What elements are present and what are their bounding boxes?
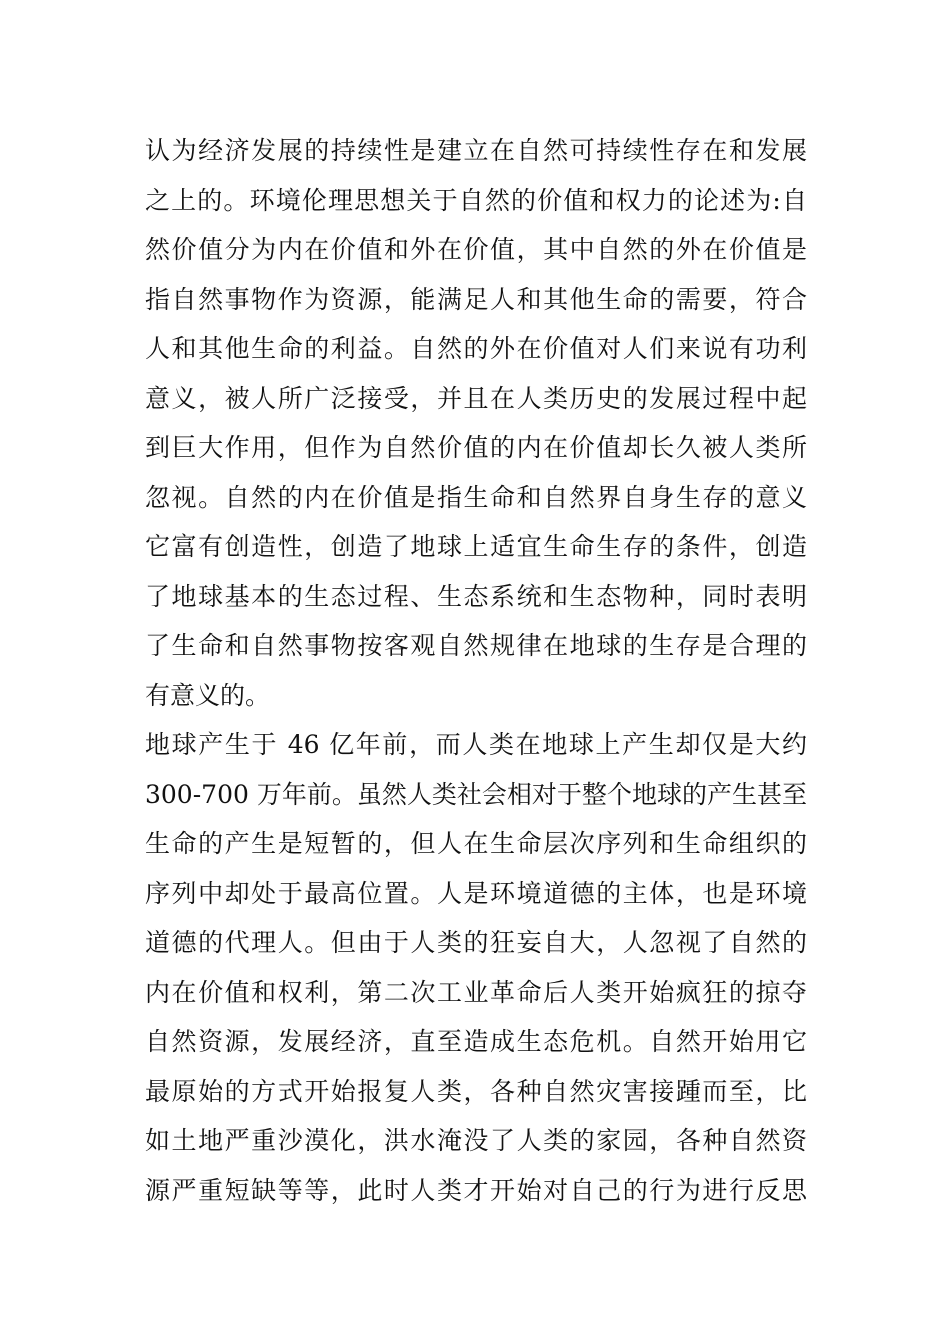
- paragraph-1-line-9: 它富有创造性，创造了地球上适宜生命生存的条件，创造: [145, 532, 807, 561]
- paragraph-2-line-9: 如土地严重沙漠化，洪水淹没了人类的家园，各种自然资: [145, 1126, 807, 1155]
- paragraph-2-line-7: 自然资源，发展经济，直至造成生态危机。自然开始用它: [145, 1027, 807, 1056]
- paragraph-2-line-3: 生命的产生是短暂的，但人在生命层次序列和生命组织的: [145, 829, 807, 858]
- paragraph-2-line-2: 300-700 万年前。虽然人类社会相对于整个地球的产生甚至: [145, 779, 807, 809]
- paragraph-2-line-4: 序列中却处于最高位置。人是环境道德的主体，也是环境: [145, 878, 807, 908]
- document-body: [145, 126, 807, 1215]
- paragraph-2-line-6: 内在价值和权利，第二次工业革命后人类开始疯狂的掠夺: [145, 977, 807, 1007]
- paragraph-1-line-5: 人和其他生命的利益。自然的外在价值对人们来说有功利: [145, 334, 807, 363]
- paragraph-1-line-12: 有意义的。: [145, 680, 271, 710]
- paragraph-1-line-8: 忽视。自然的内在价值是指生命和自然界自身生存的意义: [145, 482, 807, 512]
- paragraph-2-line-5: 道德的代理人。但由于人类的狂妄自大，人忽视了自然的: [145, 928, 807, 957]
- paragraph-1-line-6: 意义，被人所广泛接受，并且在人类历史的发展过程中起: [145, 383, 807, 413]
- paragraph-1-line-10: 了地球基本的生态过程、生态系统和生态物种，同时表明: [145, 581, 807, 611]
- paragraph-1-line-1: 认为经济发展的持续性是建立在自然可持续性存在和发展: [145, 136, 807, 165]
- paragraph-1-line-11: 了生命和自然事物按客观自然规律在地球的生存是合理的: [145, 631, 807, 660]
- paragraph-2-line-8: 最原始的方式开始报复人类，各种自然灾害接踵而至，比: [145, 1076, 807, 1106]
- paragraph-1-line-7: 到巨大作用，但作为自然价值的内在价值却长久被人类所: [145, 433, 807, 462]
- paragraph-2-line-10: 源严重短缺等等，此时人类才开始对自己的行为进行反思: [145, 1175, 807, 1205]
- paragraph-1-line-4: 指自然事物作为资源，能满足人和其他生命的需要，符合: [145, 284, 807, 314]
- paragraph-2-line-1: 地球产生于 46 亿年前，而人类在地球上产生却仅是大约: [145, 730, 807, 759]
- paragraph-1-line-2: 之上的。环境伦理思想关于自然的价值和权力的论述为:自: [145, 185, 807, 215]
- paragraph-1-line-3: 然价值分为内在价值和外在价值，其中自然的外在价值是: [145, 235, 807, 264]
